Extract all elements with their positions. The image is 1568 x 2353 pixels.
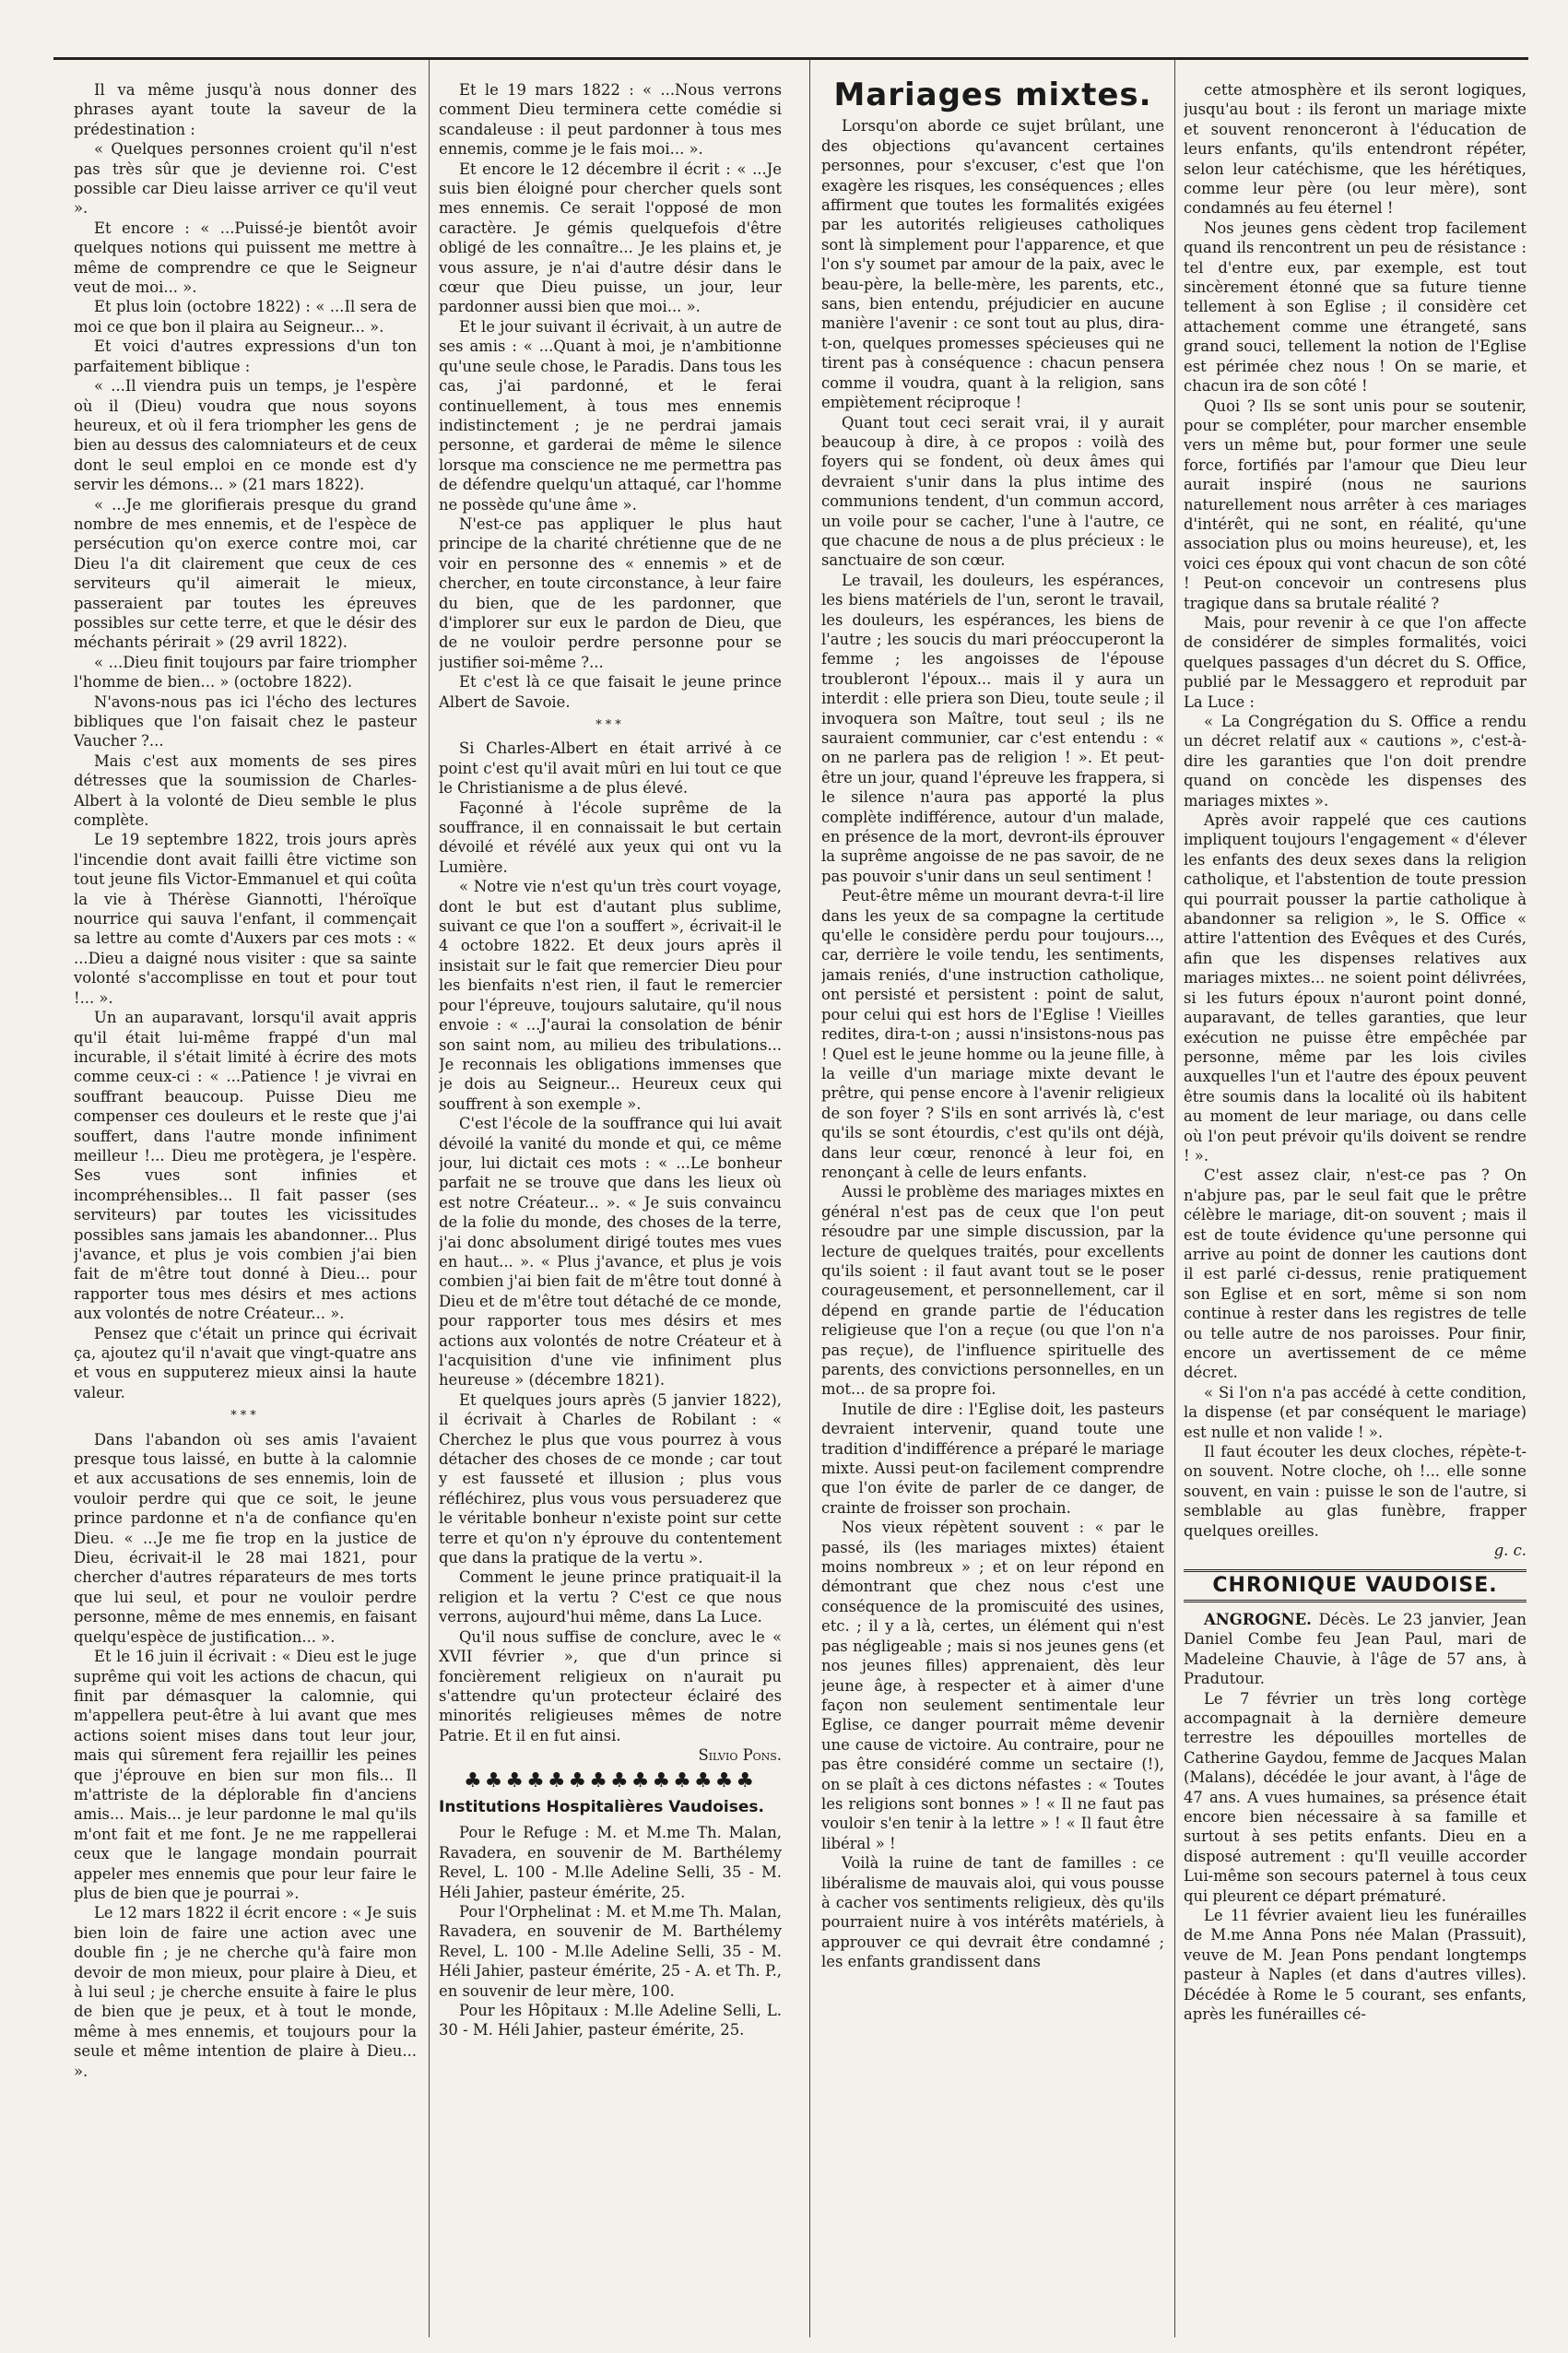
article-title: Mariages mixtes.	[833, 80, 1152, 113]
column-divider	[429, 60, 430, 2337]
paragraph: « Quelques personnes croient qu'il n'est pas très sûr que je devienne roi. C'est possible car Dieu laisse arriver ce qu'il veut ».	[74, 140, 417, 218]
newspaper-page	[53, 57, 1528, 2342]
column-3	[821, 80, 1164, 2335]
column-2	[439, 80, 782, 2335]
paragraph: Et encore le 12 décembre il écrit : « ...Je suis bien éloigné pour chercher quels sont mes ennemis. Ce serait l'opposé de mon caractère. Je gémis quelquefois d'être obligé de les connaître... Je les plains et, je vous assure, je n'ai d'autre désir dans le cœur que Dieu puisse, un jour, leur pardonner aussi bien que moi... ».	[439, 160, 782, 316]
news-text: Décès. Le 23 janvier, Jean Daniel Combe feu Jean Paul, mari de Madeleine Chauvie, à l'âge de 57 ans, à Pradutour.	[1184, 1610, 1527, 1688]
donation-entry: Pour le Refuge : M. et M.me Th. Malan, Ravadera, en souvenir de M. Barthélemy Revel, L. 100 - M.lle Adeline Selli, 35 - M. Héli Jahier, pasteur émérite, 25.	[439, 1824, 782, 1901]
paragraph: Pensez que c'était un prince qui écrivait ça, ajoutez qu'il n'avait que vingt-quatre ans et vous en supputerez mieux ainsi la haute valeur.	[74, 1324, 417, 1401]
paragraph: Il va même jusqu'à nous donner des phrases ayant toute la saveur de la prédestination :	[74, 81, 417, 138]
paragraph: Un an auparavant, lorsqu'il avait appris qu'il était lui-même frappé d'un mal incurable, il s'était limité à écrire des mots comme ceux-ci : « ...Patience ! je vivrai en souffrant beaucoup. Puisse Dieu me compenser ces douleurs et le reste que j'ai souffert, dans l'autre monde infiniment meilleur !... Dieu me protègera, je l'espère. Ses vues sont infinies et incompréhensibles... Il fait passer (ses serviteurs) par toutes les vicissitudes possibles sans jamais les abandonner... Plus j'avance, et plus je vois combien j'ai bien fait de m'être tout donné à Dieu... pour rapporter tous mes désirs et mes actions aux volontés de notre Créateur... ».	[74, 1009, 417, 1323]
paragraph: « ...Il viendra puis un temps, je l'espère où il (Dieu) voudra que nous soyons heureux, et où il fera triompher les gens de bien au dessus des calomniateurs et de ceux dont le seul emploi en ce monde est d'y servir les démons... » (21 mars 1822).	[74, 377, 417, 494]
paragraph: Aussi le problème des mariages mixtes en général n'est pas de ceux que l'on peut résoudre par une simple discussion, par la lecture de quelques traités, pour excellents qu'ils soient : il faut avant tout se le poser courageusement, et personnellement, car il dépend en grande partie de l'éducation religieuse que l'on a reçue (ou que l'on n'a pas reçue), de l'influence spirituelle des parents, des convictions personnelles, en un mot... de sa propre foi.	[821, 1183, 1164, 1399]
author-initials: g. c.	[1493, 1542, 1527, 1560]
paragraph: « ...Dieu finit toujours par faire triompher l'homme de bien... » (octobre 1822).	[74, 653, 417, 692]
paragraph: Nos vieux répètent souvent : « par le passé, ils (les mariages mixtes) étaient moins nombreux » ; et on leur répond en démontrant que chez nous c'est une conséquence de la promiscuité des usines, etc. ; il y a là, certes, un élément qui n'est pas négligeable ; mais si nos jeunes gens (et nos jeunes filles) apprenaient, dès leur jeune âge, à respecter et à aimer d'une façon non seulement sentimentale leur Eglise, ce danger pourrait même devenir une cause de victoire. Au contraire, pour ne pas être considéré comme un sectaire (!), on se plaît à ces dictons néfastes : « Toutes les religions sont bonnes » ! « Il ne faut pas vouloir s'en tenir à la lettre » ! « Il faut être libéral » !	[821, 1519, 1164, 1852]
paragraph: Après avoir rappelé que ces cautions impliquent toujours l'engagement « d'élever les enfants des deux sexes dans la religion catholique, et l'abstention de toute pression qui pourrait pousser la partie catholique à abandonner sa religion », le S. Office « attire l'attention des Evêques et des Curés, afin que les dispenses relatives aux mariages mixtes... ne soient point délivrées, si les futurs époux n'auront point donné, auparavant, de telles garanties, que leur exécution ne puisse être empêchée par personne, même par les lois civiles auxquelles l'un et l'autre des époux peuvent être soumis dans la localité où ils habitent au moment de leur mariage, ou dans celle où l'on peut prévoir qu'ils doivent se rendre ! ».	[1184, 811, 1527, 1165]
paragraph: Et encore : « ...Puissé-je bientôt avoir quelques notions qui puissent me mettre à même de comprendre ce que le Seigneur veut de moi... ».	[74, 219, 417, 297]
paragraph: C'est assez clair, n'est-ce pas ? On n'abjure pas, par le seul fait que le prêtre célèbre le mariage, dit-on souvent ; mais il est de toute évidence qu'une personne qui arrive au point de donner les cautions dont il est parlé ci-dessus, renie pratiquement son Eglise et en sort, même si son nom continue à rester dans les registres de telle ou telle autre de nos paroisses. Pour finir, encore un avertissement de ce même décret.	[1184, 1166, 1527, 1382]
paragraph: Et quelques jours après (5 janvier 1822), il écrivait à Charles de Robilant : « Cherchez le plus que vous pourrez à vous détacher des choses de ce monde ; car tout y est fausseté et illusion ; plus vous réfléchirez, plus vous vous persuaderez que le véritable bonheur n'existe point sur cette terre et qu'on n'y éprouve du contentement que dans la pratique de la vertu ».	[439, 1390, 782, 1567]
paragraph: Le 12 mars 1822 il écrit encore : « Je suis bien loin de faire une action avec une double fin ; je ne cherche qu'à faire mon devoir de mon mieux, pour plaire à Dieu, et à lui seul ; je cherche ensuite à faire le plus de bien que je peux, et à tout le monde, même à mes ennemis, et toujours pour la seule et même intention de plaire à Dieu... ».	[74, 1904, 417, 2080]
news-item	[1184, 1610, 1527, 1689]
paragraph: Peut-être même un mourant devra-t-il lire dans les yeux de sa compagne la certitude qu'elle le considère perdu pour toujours..., car, derrière le voile tendu, les sentiments, jamais reniés, d'une instruction catholique, ont persisté et persistent : point de salut, pour celui qui est hors de l'Eglise ! Vieilles redites, dira-t-on ; aussi n'insistons-nous pas ! Quel est le jeune homme ou la jeune fille, à la veille d'un mariage mixte devant le prêtre, qui pense encore à l'avenir religieux de son foyer ? S'ils en sont arrivés là, c'est qu'ils se sont étourdis, c'est qu'ils ont déjà, dans leur cœur, renoncé à leur foi, en renonçant à celle de leurs enfants.	[821, 887, 1164, 1181]
institutions-heading: Institutions Hospitalières Vaudoises.	[439, 1797, 764, 1816]
paragraph: Si Charles-Albert en était arrivé à ce point c'est qu'il avait mûri en lui tout ce que le Christianisme a de plus élevé.	[439, 739, 782, 798]
paragraph: Et c'est là ce que faisait le jeune prince Albert de Savoie.	[439, 673, 782, 711]
paragraph: Et plus loin (octobre 1822) : « ...Il sera de moi ce que bon il plaira au Seigneur... ».	[74, 298, 417, 336]
section-heading: CHRONIQUE VAUDOISE.	[1184, 1569, 1527, 1602]
paragraph: Lorsqu'on aborde ce sujet brûlant, une des objections qu'avancent certaines personnes, pour s'excuser, c'est que l'on exagère les risques, les conséquences ; elles affirment que toutes les formalités exigées par les autorités religieuses catholiques sont là simplement pour l'apparence, et que l'on s'y soumet par amour de la paix, avec le beau-père, la belle-mère, les parents, etc., sans, bien entendu, préjudicier en aucune manière l'avenir : ce sont tout au plus, dira-t-on, quelques promesses spécieuses qui ne tirent pas à conséquence : chacun pensera comme il voudra, quant à la religion, sans empiètement réciproque !	[821, 117, 1164, 412]
place-name: ANGROGNE.	[1204, 1610, 1312, 1628]
paragraph: Et le jour suivant il écrivait, à un autre de ses amis : « ...Quant à moi, je n'ambitionne qu'une seule chose, le Paradis. Dans tous les cas, j'ai pardonné, et le ferai continuellement, à tous mes ennemis indistinctement ; je ne perdrai jamais personne, et garderai de même le silence lorsque ma conscience ne me permettra pas de défendre quelqu'un attaqué, car l'homme ne possède qu'une âme ».	[439, 317, 782, 514]
paragraph: Il faut écouter les deux cloches, répète-t-on souvent. Notre cloche, oh !... elle sonne souvent, en vain : puisse le son de l'autre, si semblable au glas funèbre, frapper quelques oreilles.	[1184, 1443, 1527, 1540]
paragraph: « Si l'on n'a pas accédé à cette condition, la dispense (et par conséquent le mariage) est nulle et non valide ! ».	[1184, 1383, 1527, 1441]
ornament-divider: ♣♣♣♣♣♣♣♣♣♣♣♣♣♣	[463, 1768, 758, 1792]
paragraph: Dans l'abandon où ses amis l'avaient presque tous laissé, en butte à la calomnie et aux accusations de ses ennemis, loin de vouloir perdre qui que ce soit, le jeune prince pardonne et n'a de confiance qu'en Dieu. « ...Je me fie trop en la justice de Dieu, écrivait-il le 28 mai 1821, pour chercher d'autres réparateurs de mes torts que lui seul, et pour ne vouloir perdre personne, même de mes ennemis, en faisant quelqu'espèce de justification... ».	[74, 1430, 417, 1646]
paragraph: Façonné à l'école suprême de la souffrance, il en connaissait le but certain dévoilé et révélé aux yeux qui ont vu la Lumière.	[439, 798, 782, 876]
paragraph: Le travail, les douleurs, les espérances, les biens matériels de l'un, seront le travail, les douleurs, les espérances, les biens de l'autre ; les soucis du mari préoccuperont la femme ; les angoisses de l'épouse troubleront l'époux... mais il y aura un interdit : elle priera son Dieu, toute seule ; il invoquera son Maître, tout seul ; ils ne sauraient communier, car c'est entendu : « on ne parlera pas de religion ! ». Et peut-être un jour, quand l'épreuve les frappera, si le silence n'aura pas apporté la plus complète indifférence, autour d'un malade, en présence de la mort, devront-ils éprouver la suprême angoisse de ne pas savoir, de ne pas pouvoir s'unir dans un seul sentiment !	[821, 571, 1164, 885]
column-1	[74, 80, 417, 2335]
paragraph: Nos jeunes gens cèdent trop facilement quand ils rencontrent un peu de résistance : tel d'entre eux, par exemple, est tout sincèrement étonné que sa future tienne tellement à son Eglise ; il considère cet attachement comme une étrangeté, sans grand souci, tellement la notion de l'Eglise est périmée chez nous ! On se marie, et chacun ira de son côté !	[1184, 219, 1527, 396]
donation-entry: Pour l'Orphelinat : M. et M.me Th. Malan, Ravadera, en souvenir de M. Barthélemy Revel, L. 100 - M.lle Adeline Selli, 35 - M. Héli Jahier, pasteur émérite, 25 - A. et Th. P., en souvenir de leur mère, 100.	[439, 1902, 782, 2000]
news-item: Le 11 février avaient lieu les funérailles de M.me Anna Pons née Malan (Prassuit), veuve de M. Jean Pons pendant longtemps pasteur à Naples (et dans d'autres villes). Décédée à Rome le 5 courant, ses enfants, après les funérailles cé-	[1184, 1906, 1527, 2023]
column-divider	[1174, 60, 1175, 2337]
column-divider	[809, 60, 810, 2337]
paragraph: cette atmosphère et ils seront logiques, jusqu'au bout : ils feront un mariage mixte et souvent renonceront à l'éducation de leurs enfants, qu'ils entendront répéter, selon leur catéchisme, que les hérétiques, comme leur père (ou leur mère), sont condamnés au feu éternel !	[1184, 81, 1527, 218]
paragraph: Mais, pour revenir à ce que l'on affecte de considérer de simples formalités, voici quelques passages d'un décret du S. Office, publié par le Messaggero et reproduit par La Luce :	[1184, 613, 1527, 711]
section-separator: ***	[230, 1409, 260, 1424]
paragraph: « La Congrégation du S. Office a rendu un décret relatif aux « cautions », c'est-à-dire les garanties que l'on doit prendre quand on concède les dispenses des mariages mixtes ».	[1184, 713, 1527, 810]
column-4	[1184, 80, 1527, 2335]
paragraph: Et le 16 juin il écrivait : « Dieu est le juge suprême qui voit les actions de chacun, qui finit par démasquer la calomnie, qui m'appellera peut-être à lui avant que mes actions soient mises dans tout leur jour, mais qui sûrement fera rejaillir les peines que j'éprouve en bien sur mon fils... Il m'attriste de la déplorable fin d'anciens amis... Mais... je leur pardonne le mal qu'ils m'ont fait et me font. Je ne me rappellerai ceux que le langage mondain pourrait appeler mes ennemis que pour leur faire le plus de bien que je pourrai ».	[74, 1648, 417, 1902]
donation-entry: Pour les Hôpitaux : M.lle Adeline Selli, L. 30 - M. Héli Jahier, pasteur émérite, 25.	[439, 2002, 782, 2040]
paragraph: Le 19 septembre 1822, trois jours après l'incendie dont avait failli être victime son tout jeune fils Victor-Emmanuel et qui coûta la vie à Thérèse Giannotti, l'héroïque nourrice qui sauva l'enfant, il commençait sa lettre au comte d'Auxers par ces mots : « ...Dieu a daigné nous visiter : que sa sainte volonté s'accomplisse en tout et pour tout !... ».	[74, 831, 417, 1007]
paragraph: C'est l'école de la souffrance qui lui avait dévoilé la vanité du monde et qui, ce même jour, lui dictait ces mots : « ...Le bonheur parfait ne se trouve que dans les lieux où est notre Créateur... ». « Je suis convaincu de la folie du monde, des choses de la terre, j'ai donc absolument dirigé toutes mes vues en haut... ». « Plus j'avance, et plus je vois combien j'ai bien fait de m'être tout donné à Dieu et de m'être tout détaché de ce monde, pour rapporter tous mes désirs et mes actions aux volontés de notre Créateur et à l'acquisition d'une vie infiniment plus heureuse » (décembre 1821).	[439, 1115, 782, 1389]
paragraph: Quoi ? Ils se sont unis pour se soutenir, pour se compléter, pour marcher ensemble vers un même but, pour former une seule force, fortifiés par l'amour que Dieu leur aurait inspiré (nous ne saurions naturellement nous arrêter à ces mariages d'intérêt, qui ne sont, en réalité, qu'une association plus ou moins heureuse), et, les voici ces époux qui vont chacun de son côté ! Peut-on concevoir un contresens plus tragique dans sa brutale réalité ?	[1184, 396, 1527, 612]
paragraph: Quant tout ceci serait vrai, il y aurait beaucoup à dire, à ce propos : voilà des foyers qui se fondent, où deux âmes qui devraient s'unir dans la plus intime des communions tendent, d'un commun accord, un voile pour se cacher, l'une à l'autre, ce que chacune de nous a de plus précieux : le sanctuaire de son cœur.	[821, 413, 1164, 570]
paragraph: « ...Je me glorifierais presque du grand nombre de mes ennemis, et de l'espèce de persécution qu'on exerce contre moi, car Dieu l'a dit clairement que ceux de ces serviteurs qu'il aimerait le mieux, passeraient par toutes les épreuves possibles sur cette terre, et que le désir des méchants périrait » (29 avril 1822).	[74, 495, 417, 652]
paragraph: Et voici d'autres expressions d'un ton parfaitement biblique :	[74, 337, 417, 375]
paragraph: Inutile de dire : l'Eglise doit, les pasteurs devraient intervenir, quand toute une tradition d'indifférence a préparé le mariage mixte. Aussi peut-on facilement comprendre que l'on évite de parler de ce danger, de crainte de froisser son prochain.	[821, 1400, 1164, 1517]
paragraph: N'avons-nous pas ici l'écho des lectures bibliques que l'on faisait chez le pasteur Vaucher ?...	[74, 692, 417, 751]
paragraph: « Notre vie n'est qu'un très court voyage, dont le but est d'autant plus sublime, suivant ce que l'on a souffert », écrivait-il le 4 octobre 1822. Et deux jours après il insistait sur le fait que remercier Dieu pour les bienfaits n'est rien, il faut le remercier pour l'épreuve, toujours salutaire, qu'il nous envoie : « ...J'aurai la consolation de bénir son saint nom, au milieu des tribulations... Je reconnais les obligations immenses que je dois au Seigneur... Heureux ceux qui souffrent à son exemple ».	[439, 878, 782, 1113]
paragraph: Comment le jeune prince pratiquait-il la religion et la vertu ? C'est ce que nous verrons, aujourd'hui même, dans La Luce.	[439, 1568, 782, 1626]
paragraph: N'est-ce pas appliquer le plus haut principe de la charité chrétienne que de ne voir en personne des « ennemis » et de chercher, en toute circonstance, à leur faire du bien, que de les pardonner, que d'implorer sur eux le pardon de Dieu, que de ne vouloir perdre personne pour se justifier soi-même ?...	[439, 514, 782, 671]
paragraph: Voilà la ruine de tant de familles : ce libéralisme de mauvais aloi, qui vous pousse à cacher vos sentiments religieux, dès qu'ils pourraient nuire à vos intérêts matériels, à approuver ce qui devrait être condamné ; les enfants grandissent dans	[821, 1854, 1164, 1971]
news-item: Le 7 février un très long cortège accompagnait à la dernière demeure terrestre les dépouilles mortelles de Catherine Gaydou, femme de Jacques Malan (Malans), décédée le jour avant, à l'âge de 47 ans. A vues humaines, sa présence était encore bien nécessaire à sa famille et surtout à ses petits enfants. Dieu en a disposé autrement : qu'Il veuille accorder Lui-même son secours paternel à tous ceux qui pleurent ce départ prématuré.	[1184, 1689, 1527, 1905]
paragraph: Qu'il nous suffise de conclure, avec le « XVII février », que d'un prince si foncièrement religieux on n'aurait pu s'attendre qu'un protecteur éclairé des minorités religieuses mêmes de notre Patrie. Et il en fut ainsi.	[439, 1627, 782, 1744]
author-signature: Silvio Pons.	[698, 1746, 782, 1765]
section-separator: ***	[595, 718, 625, 732]
paragraph: Mais c'est aux moments de ses pires détresses que la soumission de Charles-Albert à la volonté de Dieu semble le plus complète.	[74, 751, 417, 830]
paragraph: Et le 19 mars 1822 : « ...Nous verrons comment Dieu terminera cette comédie si scandaleuse : il peut pardonner à tous mes ennemis, comme je le fais moi... ».	[439, 81, 782, 159]
